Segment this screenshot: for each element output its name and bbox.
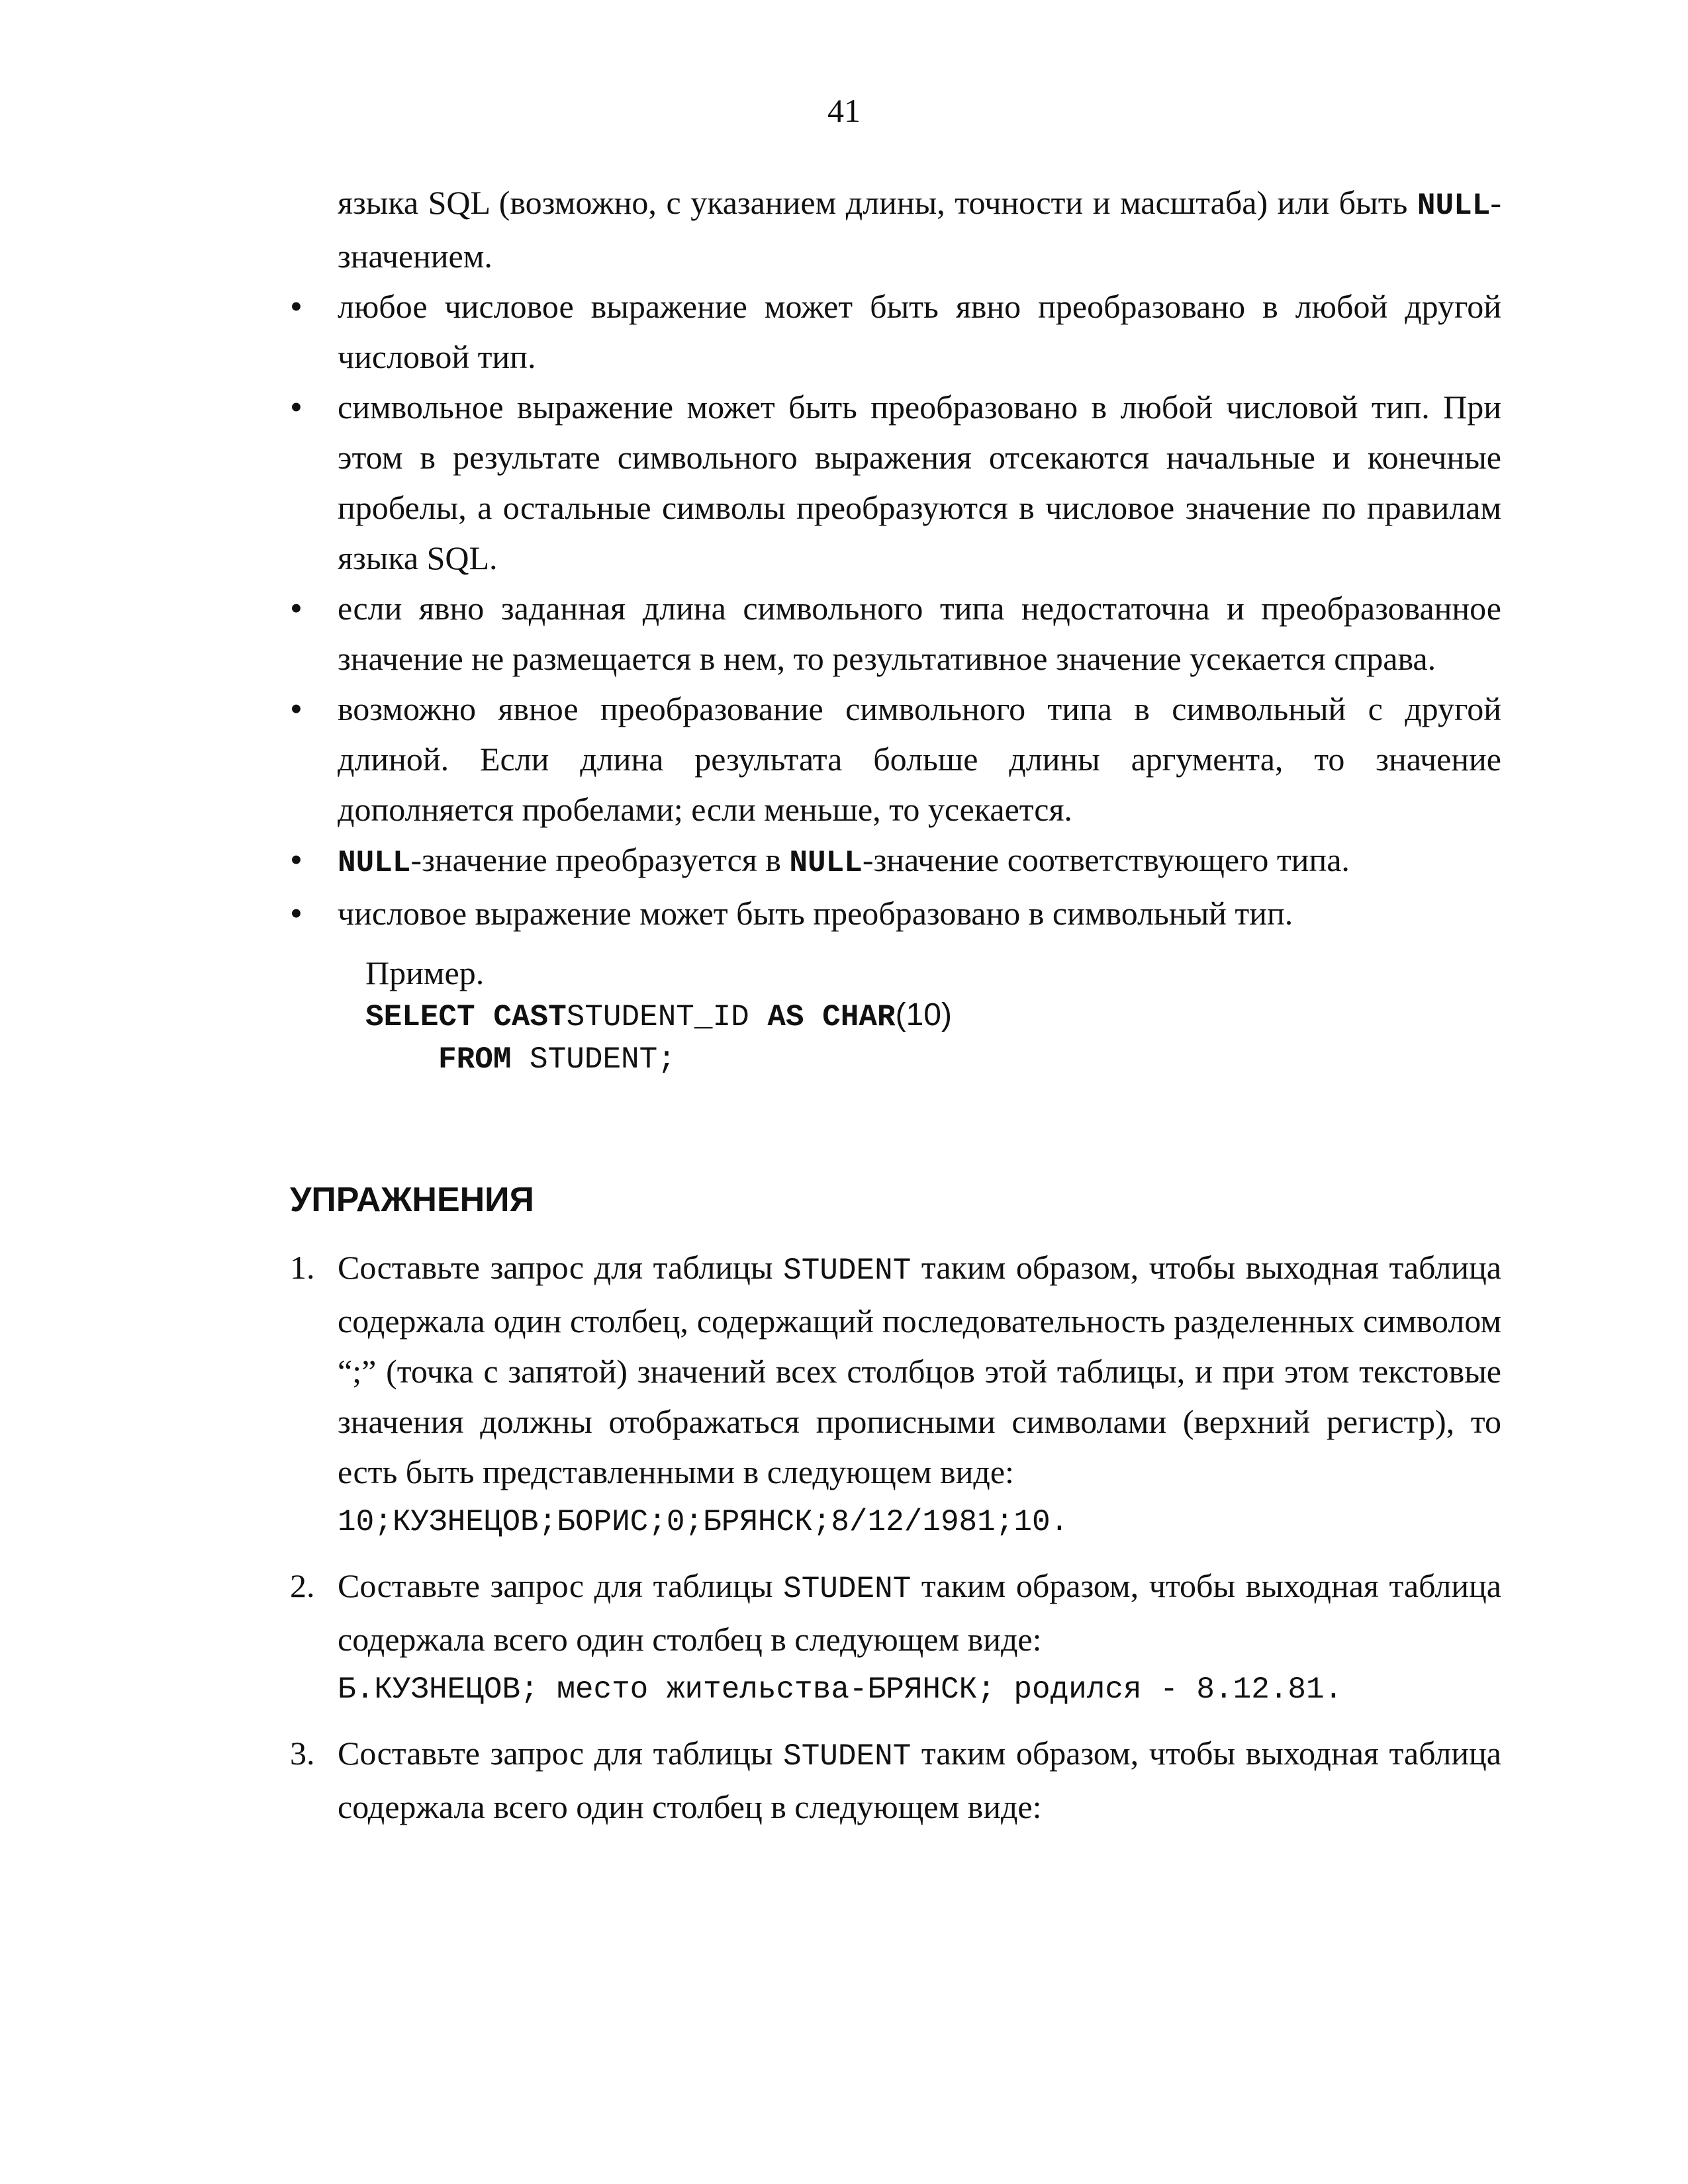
list-item: • числовое выражение может быть преобразовано в символьный тип.: [290, 888, 1501, 938]
sql-column: STUDENT_ID: [566, 1000, 749, 1034]
null-keyword: NULL: [338, 846, 411, 880]
sql-keyword-as: AS: [767, 1000, 804, 1034]
exercise-number: 2.: [290, 1567, 315, 1604]
conversion-rules-list: [290, 281, 1501, 938]
exercise-item: [290, 1728, 1501, 1832]
list-item: • любое числовое выражение может быть явно преобразовано в любой другой числовой тип.: [290, 281, 1501, 382]
code-line-from: [365, 1038, 1501, 1081]
list-item: • возможно явное преобразование символьного типа в символьный с другой длиной. Если длина результата больше длины аргумента, то значение дополняется пробелами; если меньше, то усекается.: [290, 684, 1501, 835]
section-title: УПРАЖНЕНИЯ: [290, 1181, 534, 1219]
exercise-item: [290, 1242, 1501, 1547]
exercise-table: STUDENT: [783, 1253, 912, 1288]
sql-keyword-char: CHAR: [822, 1000, 896, 1034]
null-text-2: -значение соответствующего типа.: [862, 841, 1350, 878]
null-keyword: NULL: [789, 846, 863, 880]
exercise-item: [290, 1561, 1501, 1715]
sql-keyword-select: SELECT: [365, 1000, 475, 1034]
code-line-select: [365, 994, 1501, 1038]
exercises-list: [290, 1242, 1501, 1832]
exercise-sample: Б.КУЗНЕЦОВ; место жительства-БРЯНСК; родился - 8.12.81.: [338, 1672, 1343, 1707]
exercise-pre: Составьте запрос для таблицы: [338, 1735, 784, 1772]
list-item: • символьное выражение может быть преобразовано в любой числовой тип. При этом в результате символьного выражения отсекаются начальные и конечные пробелы, а остальные символы преобразуются в числовое значение по правилам языка SQL.: [290, 382, 1501, 583]
exercise-pre: Составьте запрос для таблицы: [338, 1567, 784, 1604]
exercise-number: 3.: [290, 1735, 315, 1772]
sql-keyword-from: FROM: [438, 1042, 512, 1077]
page-content: [290, 177, 1501, 1845]
page-number: 41: [827, 92, 861, 129]
sql-table: STUDENT;: [530, 1042, 676, 1077]
list-item-null: [290, 835, 1501, 888]
sql-keyword-cast: CAST: [493, 1000, 567, 1034]
exercise-sample: 10;КУЗНЕЦОВ;БОРИС;0;БРЯНСК;8/12/1981;10.: [338, 1505, 1069, 1539]
intro-tail: -значением.: [338, 184, 1501, 275]
exercise-table: STUDENT: [783, 1572, 912, 1606]
example-label: Пример.: [365, 954, 485, 991]
null-text-1: -значение преобразуется в: [410, 841, 790, 878]
sql-length: (10): [895, 997, 952, 1032]
exercise-text: таким образом, чтобы выходная таблица содержала один столбец, содержащий последовательность разделенных символом “;” (точка с запятой) значений всех столбцов этой таблицы, и при этом текстовые значения должны отображаться прописными символами (верхний регистр), то есть быть представленными в следующем виде:: [338, 1249, 1501, 1490]
example-block: [290, 952, 1501, 1081]
list-item: • если явно заданная длина символьного типа недостаточна и преобразованное значение не размещается в нем, то результативное значение усекается справа.: [290, 583, 1501, 684]
exercise-number: 1.: [290, 1249, 315, 1286]
intro-paragraph: [290, 177, 1501, 281]
intro-text: языка SQL (возможно, с указанием длины, точности и масштаба) или быть: [338, 184, 1417, 221]
exercise-table: STUDENT: [783, 1739, 912, 1774]
exercise-text: таким образом, чтобы выходная таблица содержала всего один столбец в следующем виде:: [338, 1567, 1501, 1658]
null-keyword: NULL: [1417, 189, 1491, 223]
exercise-pre: Составьте запрос для таблицы: [338, 1249, 784, 1286]
exercise-text: таким образом, чтобы выходная таблица содержала всего один столбец в следующем виде:: [338, 1735, 1501, 1825]
